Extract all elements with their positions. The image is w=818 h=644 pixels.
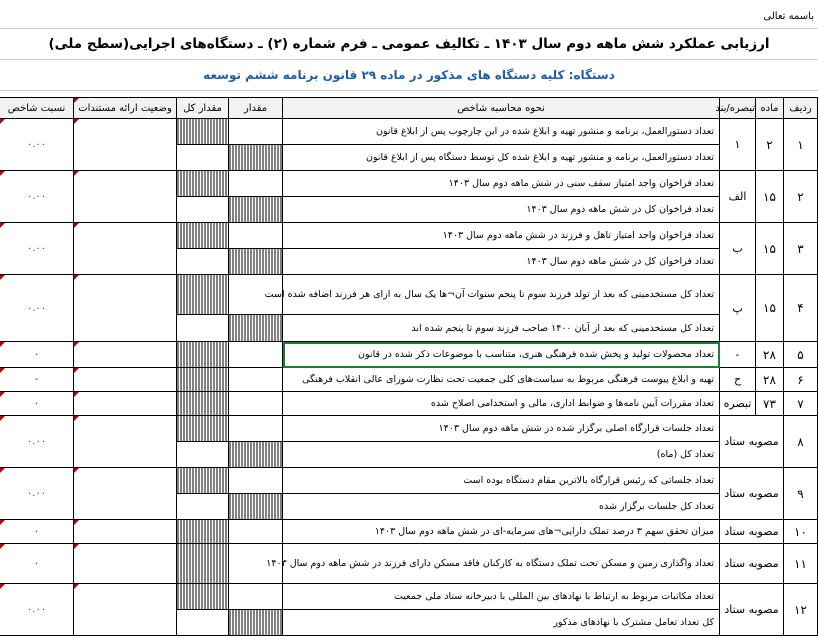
cell-value[interactable]: [229, 249, 283, 275]
cell-value[interactable]: [229, 145, 283, 171]
cell-formula[interactable]: تعداد دستورالعمل، برنامه و منشور تهیه و ابلاغ شده کل توسط دستگاه پس از ابلاغ قانون: [283, 145, 720, 171]
cell-total[interactable]: [177, 223, 229, 249]
form-subtitle: دستگاه: کلیه دستگاه های مذکور در ماده ۲۹ قانون برنامه ششم توسعه: [0, 60, 818, 91]
cell-band[interactable]: الف: [720, 171, 756, 223]
cell-formula[interactable]: تعداد مکاتبات مربوط به ارتباط با نهادهای بین المللی با دبیرخانه ستاد ملی جمعیت: [283, 584, 720, 610]
table-row: [0, 275, 818, 315]
indicator-table: [0, 97, 818, 636]
table-row: [0, 544, 818, 584]
cell-radif[interactable]: ۱۱: [784, 544, 818, 584]
table-row: [0, 392, 818, 416]
cell-madde[interactable]: ۱۵: [756, 223, 784, 275]
cell-madde[interactable]: ۱۵: [756, 275, 784, 342]
cell-madde[interactable]: ۱۵: [756, 171, 784, 223]
table-row: [0, 171, 818, 197]
col-madde[interactable]: ماده: [756, 98, 784, 119]
cell-ratio[interactable]: ۰: [0, 342, 74, 368]
cell-ratio[interactable]: ۰: [0, 520, 74, 544]
cell-total[interactable]: [177, 416, 229, 442]
table-row: [0, 520, 818, 544]
cell-formula[interactable]: تعداد مقررات آیین نامه‌ها و ضوابط اداری، مالی و استخدامی اصلاح شده: [283, 392, 720, 416]
cell-value[interactable]: [229, 416, 283, 442]
cell-radif[interactable]: ۹: [784, 468, 818, 520]
top-line: [0, 0, 818, 29]
table-row: [0, 468, 818, 494]
cell-value[interactable]: [229, 197, 283, 223]
table-row: [0, 416, 818, 442]
cell-status[interactable]: [74, 275, 177, 342]
cell-value[interactable]: [229, 171, 283, 197]
cell-ratio[interactable]: ۰.۰۰: [0, 119, 74, 171]
cell-value[interactable]: [229, 468, 283, 494]
cell-formula[interactable]: تعداد فراخوان واجد امتیاز سقف سنی در شش ماهه دوم سال ۱۴۰۳: [283, 171, 720, 197]
cell-value[interactable]: [229, 368, 283, 392]
col-formula[interactable]: نحوه محاسبه شاخص: [283, 98, 720, 119]
cell-value[interactable]: [229, 494, 283, 520]
cell-radif[interactable]: ۴: [784, 275, 818, 342]
cell-value[interactable]: [229, 119, 283, 145]
cell-value[interactable]: [229, 584, 283, 610]
cell-status[interactable]: [74, 223, 177, 275]
cell-total[interactable]: [177, 494, 229, 520]
cell-ratio[interactable]: -: [0, 368, 74, 392]
cell-total[interactable]: [177, 468, 229, 494]
cell-formula[interactable]: تعداد دستورالعمل، برنامه و منشور تهیه و ابلاغ شده در این چارچوب پس از ابلاغ قانون: [283, 119, 720, 145]
cell-band[interactable]: تبصره: [720, 392, 756, 416]
cell-formula[interactable]: تهیه و ابلاغ پیوست فرهنگی مربوط به سیاست‌های کلی جمعیت تحت نظارت شورای عالی انقلاب فرهنگی: [283, 368, 720, 392]
cell-total[interactable]: [177, 171, 229, 197]
cell-status[interactable]: [74, 416, 177, 468]
table-row: [0, 584, 818, 610]
cell-madde[interactable]: ۲: [756, 119, 784, 171]
cell-band[interactable]: ۱: [720, 119, 756, 171]
top-label: باسمه تعالی: [763, 11, 814, 22]
cell-total[interactable]: [177, 119, 229, 145]
cell-radif[interactable]: ۷: [784, 392, 818, 416]
col-tabsare[interactable]: تبصره/بند: [720, 98, 756, 119]
cell-formula[interactable]: تعداد فراخوان کل در شش ماهه دوم سال ۱۴۰۳: [283, 249, 720, 275]
cell-radif[interactable]: ۵: [784, 342, 818, 368]
cell-total[interactable]: [177, 145, 229, 171]
col-value[interactable]: مقدار: [229, 98, 283, 119]
cell-value[interactable]: [229, 392, 283, 416]
cell-total[interactable]: [177, 342, 229, 368]
cell-ratio[interactable]: ۰.۰۰: [0, 584, 74, 636]
table-row: [0, 368, 818, 392]
cell-total[interactable]: [177, 442, 229, 468]
cell-total[interactable]: [177, 315, 229, 342]
cell-radif[interactable]: ۲: [784, 171, 818, 223]
cell-status[interactable]: [74, 171, 177, 223]
cell-radif[interactable]: ۶: [784, 368, 818, 392]
cell-formula[interactable]: تعداد فراخوان واجد امتیاز تاهل و فرزند در شش ماهه دوم سال ۱۴۰۳: [283, 223, 720, 249]
cell-total[interactable]: [177, 368, 229, 392]
cell-formula[interactable]: تعداد کل مستخدمینی که بعد از تولد فرزند سوم تا پنجم سنوات آن¬ها یک سال به ازای هر فرزند اضافه شده است: [283, 275, 720, 315]
cell-total[interactable]: [177, 544, 229, 584]
cell-ratio[interactable]: ۰: [0, 544, 74, 584]
cell-band[interactable]: ب: [720, 223, 756, 275]
cell-formula[interactable]: تعداد فراخوان کل در شش ماهه دوم سال ۱۴۰۳: [283, 197, 720, 223]
cell-madde[interactable]: ۲۸: [756, 342, 784, 368]
cell-value[interactable]: [229, 520, 283, 544]
cell-madde[interactable]: مصوبه ستاد: [720, 584, 784, 636]
cell-value[interactable]: [229, 315, 283, 342]
cell-formula[interactable]: تعداد جلسات قرارگاه اصلی برگزار شده در شش ماهه دوم سال ۱۴۰۳: [283, 416, 720, 442]
cell-band[interactable]: ح: [720, 368, 756, 392]
cell-radif[interactable]: ۱: [784, 119, 818, 171]
cell-status[interactable]: [74, 584, 177, 636]
cell-formula[interactable]: تعداد کل (ماه): [283, 442, 720, 468]
col-status[interactable]: وضعیت ارائه مستندات: [74, 98, 177, 119]
col-total[interactable]: مقدار کل: [177, 98, 229, 119]
cell-formula[interactable]: تعداد واگذاری زمین و مسکن تحت تملک دستگاه به کارکنان فاقد مسکن دارای فرزند در شش ماهه دوم سال ۱۴۰۳: [283, 544, 720, 584]
col-radif[interactable]: ردیف: [784, 98, 818, 119]
table-header-row: [0, 98, 818, 119]
cell-value[interactable]: [229, 610, 283, 636]
cell-madde[interactable]: مصوبه ستاد: [720, 416, 784, 468]
table-row: [0, 342, 818, 368]
form-title: ارزیابی عملکرد شش ماهه دوم سال ۱۴۰۳ ـ تکالیف عمومی ـ فرم شماره (۲) ـ دستگاه‌های اجرایی(سطح ملی): [0, 29, 818, 60]
cell-formula[interactable]: تعداد جلساتی که رئیس قرارگاه بالاترین مقام دستگاه بوده است: [283, 468, 720, 494]
cell-madde[interactable]: مصوبه ستاد: [720, 520, 784, 544]
cell-madde[interactable]: مصوبه ستاد: [720, 544, 784, 584]
cell-formula[interactable]: تعداد کل جلسات برگزار شده: [283, 494, 720, 520]
cell-total[interactable]: [177, 584, 229, 610]
cell-status[interactable]: [74, 119, 177, 171]
cell-formula[interactable]: کل تعداد تعامل مشترک با نهادهای مذکور: [283, 610, 720, 636]
cell-status[interactable]: [74, 520, 177, 544]
cell-formula[interactable]: تعداد کل مستخدمینی که بعد از آبان ۱۴۰۰ صاحب فرزند سوم تا پنجم شده اند: [283, 315, 720, 342]
cell-madde[interactable]: ۲۸: [756, 368, 784, 392]
cell-radif[interactable]: ۱۰: [784, 520, 818, 544]
cell-ratio[interactable]: ۰.۰۰: [0, 223, 74, 275]
col-ratio[interactable]: نسبت شاخص: [0, 98, 74, 119]
cell-radif[interactable]: ۳: [784, 223, 818, 275]
cell-radif[interactable]: ۸: [784, 416, 818, 468]
cell-formula[interactable]: میزان تحقق سهم ۳ درصد تملک دارایی¬های سرمایه-ای در شش ماهه دوم سال ۱۴۰۳: [283, 520, 720, 544]
cell-value[interactable]: [229, 342, 283, 368]
cell-status[interactable]: [74, 342, 177, 368]
table-row: [0, 119, 818, 145]
cell-radif[interactable]: ۱۲: [784, 584, 818, 636]
cell-madde[interactable]: مصوبه ستاد: [720, 468, 784, 520]
cell-total[interactable]: [177, 197, 229, 223]
cell-band[interactable]: -: [720, 342, 756, 368]
table-row: [0, 223, 818, 249]
cell-total[interactable]: [177, 275, 229, 315]
cell-value[interactable]: [229, 442, 283, 468]
cell-band[interactable]: پ: [720, 275, 756, 342]
cell-status[interactable]: [74, 468, 177, 520]
cell-ratio[interactable]: ۰.۰۰: [0, 275, 74, 342]
cell-ratio[interactable]: ۰: [0, 392, 74, 416]
cell-total[interactable]: [177, 610, 229, 636]
cell-formula[interactable]: تعداد محصولات تولید و پخش شده فرهنگی هنری، متناسب با موضوعات ذکر شده در قانون: [283, 342, 720, 368]
cell-status[interactable]: [74, 392, 177, 416]
cell-status[interactable]: [74, 368, 177, 392]
cell-total[interactable]: [177, 249, 229, 275]
cell-total[interactable]: [177, 520, 229, 544]
cell-total[interactable]: [177, 392, 229, 416]
cell-ratio[interactable]: ۰.۰۰: [0, 416, 74, 468]
cell-madde[interactable]: ۷۳: [756, 392, 784, 416]
cell-value[interactable]: [229, 223, 283, 249]
cell-ratio[interactable]: ۰.۰۰: [0, 171, 74, 223]
cell-ratio[interactable]: ۰.۰۰: [0, 468, 74, 520]
cell-status[interactable]: [74, 544, 177, 584]
